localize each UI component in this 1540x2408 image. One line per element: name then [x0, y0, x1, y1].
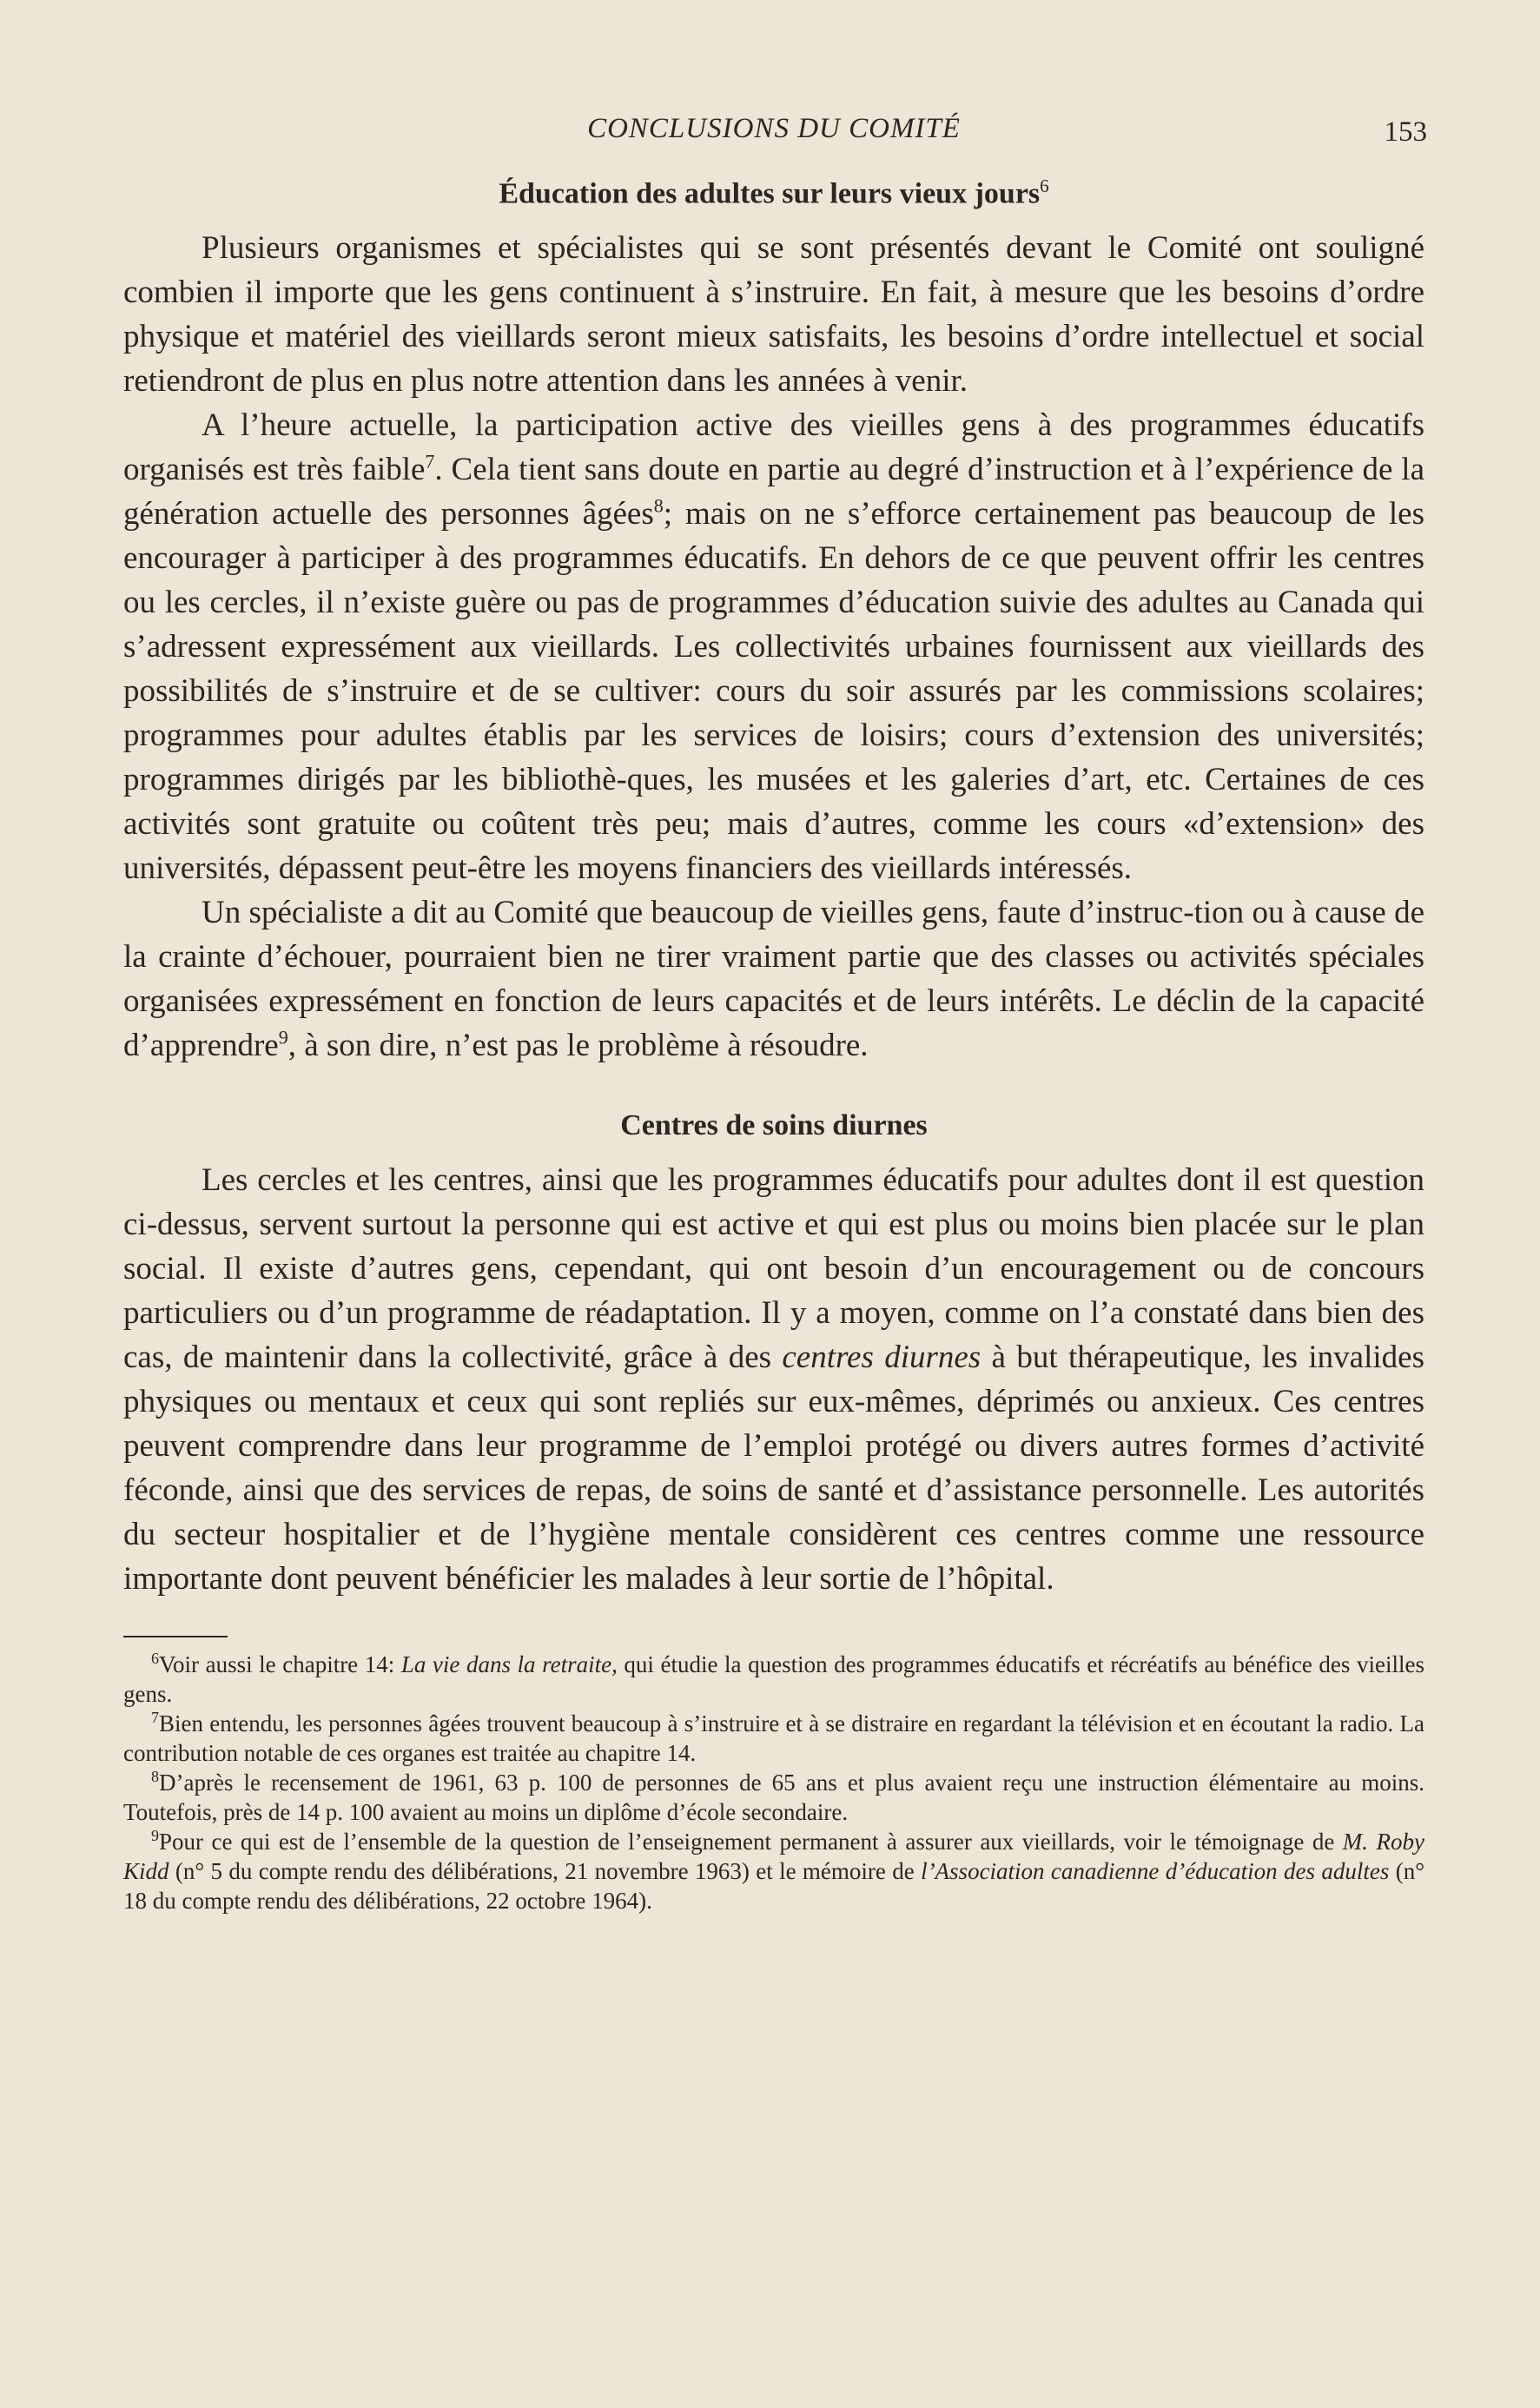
section-heading-text: Éducation des adultes sur leurs vieux jours — [499, 177, 1041, 210]
section-heading — [123, 175, 1424, 210]
paragraph-text: , à son dire, n’est pas le problème à résoudre. — [288, 1028, 869, 1064]
page-number: 153 — [1384, 116, 1427, 148]
footnote-7 — [123, 1709, 1424, 1768]
section-adult-education — [123, 175, 1424, 1068]
footnote-italic-text: La vie dans la retraite, — [400, 1651, 618, 1678]
footnote-text: (n° 18 du compte rendu des délibérations, 22 octobre 1964). — [123, 1858, 1424, 1915]
footnote-mark: 7 — [151, 1709, 159, 1727]
footnote-mark: 8 — [151, 1768, 159, 1786]
section-day-care-centres — [123, 1109, 1424, 1601]
running-title: CONCLUSIONS DU COMITÉ — [587, 113, 961, 144]
paragraph — [123, 1158, 1424, 1601]
paragraph — [123, 890, 1424, 1068]
section-heading: Centres de soins diurnes — [620, 1109, 928, 1142]
footnote-mark: 9 — [151, 1827, 159, 1845]
footnote-text: Voir aussi le chapitre 14: — [159, 1651, 401, 1678]
footnote-text: D’après le recensement de 1961, 63 p. 100 de personnes de 65 ans et plus avaient reçu une instruction élémentaire au moins. Toutefois, près de 14 p. 100 avaient au moins un diplôme d’école secondaire. — [123, 1770, 1424, 1826]
paragraph-text: A l’heure actuelle, la participation active des vieilles gens à des programmes éducatifs organisés est très faible — [123, 407, 1424, 488]
footnotes — [123, 1650, 1424, 1915]
footnote-italic-text: l’Association canadienne d’éducation des adultes — [921, 1858, 1390, 1885]
footnote-text: qui étudie la question des programmes éducatifs et récréatifs au bénéfice des vieilles gens. — [123, 1651, 1424, 1708]
running-header — [123, 104, 1427, 156]
footnote-8 — [123, 1768, 1424, 1827]
footnote-ref: 6 — [1040, 175, 1049, 196]
footnote-6 — [123, 1650, 1424, 1709]
footnote-divider — [123, 1636, 228, 1637]
paragraph — [123, 403, 1424, 890]
footnote-ref: 9 — [278, 1027, 288, 1049]
footnote-mark: 6 — [151, 1650, 159, 1668]
paragraph-text: Un spécialiste a dit au Comité que beaucoup de vieilles gens, faute d’instruc-tion ou à cause de la crainte d’échouer, pourraient bien ne tirer vraiment partie que des classes ou activités spéciales organisées expressément en fonction de leurs capacités et de leurs intérêts. Le déclin de la capacité d’apprendre — [123, 895, 1424, 1064]
footnote-ref: 7 — [425, 451, 435, 473]
paragraph-text: . Cela tient sans doute en partie au degré d’instruction et à l’expérience de la génération actuelle des personnes âgées — [123, 452, 1425, 533]
footnote-text: Bien entendu, les personnes âgées trouvent beaucoup à s’instruire et à se distraire en regardant la télévision et en écoutant la radio. La contribution notable de ces organes est traitée au chapitre 14. — [123, 1710, 1424, 1767]
footnote-text: Pour ce qui est de l’ensemble de la question de l’enseignement permanent à assurer aux vieillards, voir le témoignage de — [159, 1829, 1343, 1856]
footnote-italic-text: M. Roby Kidd — [123, 1829, 1424, 1885]
emphasis-text: centres diurnes — [782, 1340, 982, 1376]
paragraph-text: Les cercles et les centres, ainsi que les programmes éducatifs pour adultes dont il est question ci-dessus, servent surtout la personne qui est active et qui est plus ou moins bien placée sur le plan social. Il existe d’autres gens, cependant, qui ont besoin d’un encouragement ou de concours particuliers ou d’un programme de réadaptation. Il y a moyen, comme on l’a constaté dans bien des cas, de maintenir dans la collectivité, grâce à des — [123, 1162, 1424, 1376]
paragraph-text: ; mais on ne s’efforce certainement pas beaucoup de les encourager à participer à des programmes éducatifs. En dehors de ce que peuvent offrir les centres ou les cercles, il n’existe guère ou pas de programmes d’éducation suivie des adultes au Canada qui s’adressent expressément aux vieillards. Les collectivités urbaines fournissent aux vieillards des possibilités de s’instruire et de se cultiver: cours du soir assurés par les commissions scolaires; programmes pour adultes établis par les services de loisirs; cours d’extension des universités; programmes dirigés par les bibliothè-ques, les musées et les galeries d’art, etc. Certaines de ces activités sont gratuite ou coûtent très peu; mais d’autres, comme les cours «d’extension» des universités, dépassent peut-être les moyens financiers des vieillards intéressés. — [123, 496, 1424, 887]
footnote-9 — [123, 1827, 1424, 1915]
footnote-text: (n° 5 du compte rendu des délibérations, 21 novembre 1963) et le mémoire de — [169, 1858, 922, 1885]
footnote-ref: 8 — [653, 495, 664, 517]
paragraph: Plusieurs organismes et spécialistes qui se sont présentés devant le Comité ont souligné combien il importe que les gens continuent à s’instruire. En fait, à mesure que les besoins d’ordre physique et matériel des vieillards seront mieux satisfaits, les besoins d’ordre intellectuel et social retiendront de plus en plus notre attention dans les années à venir. — [123, 230, 1424, 400]
paragraph-text: à but thérapeutique, les invalides physiques ou mentaux et ceux qui sont repliés sur eux-mêmes, déprimés ou anxieux. Ces centres peuvent comprendre dans leur programme de l’emploi protégé ou divers autres formes d’activité féconde, ainsi que des services de repas, de soins de santé et d’assistance personnelle. Les autorités du secteur hospitalier et de l’hygiène mentale considèrent ces centres comme une ressource importante dont peuvent bénéficier les malades à leur sortie de l’hôpital. — [123, 1340, 1424, 1598]
document-page — [123, 104, 1427, 1915]
